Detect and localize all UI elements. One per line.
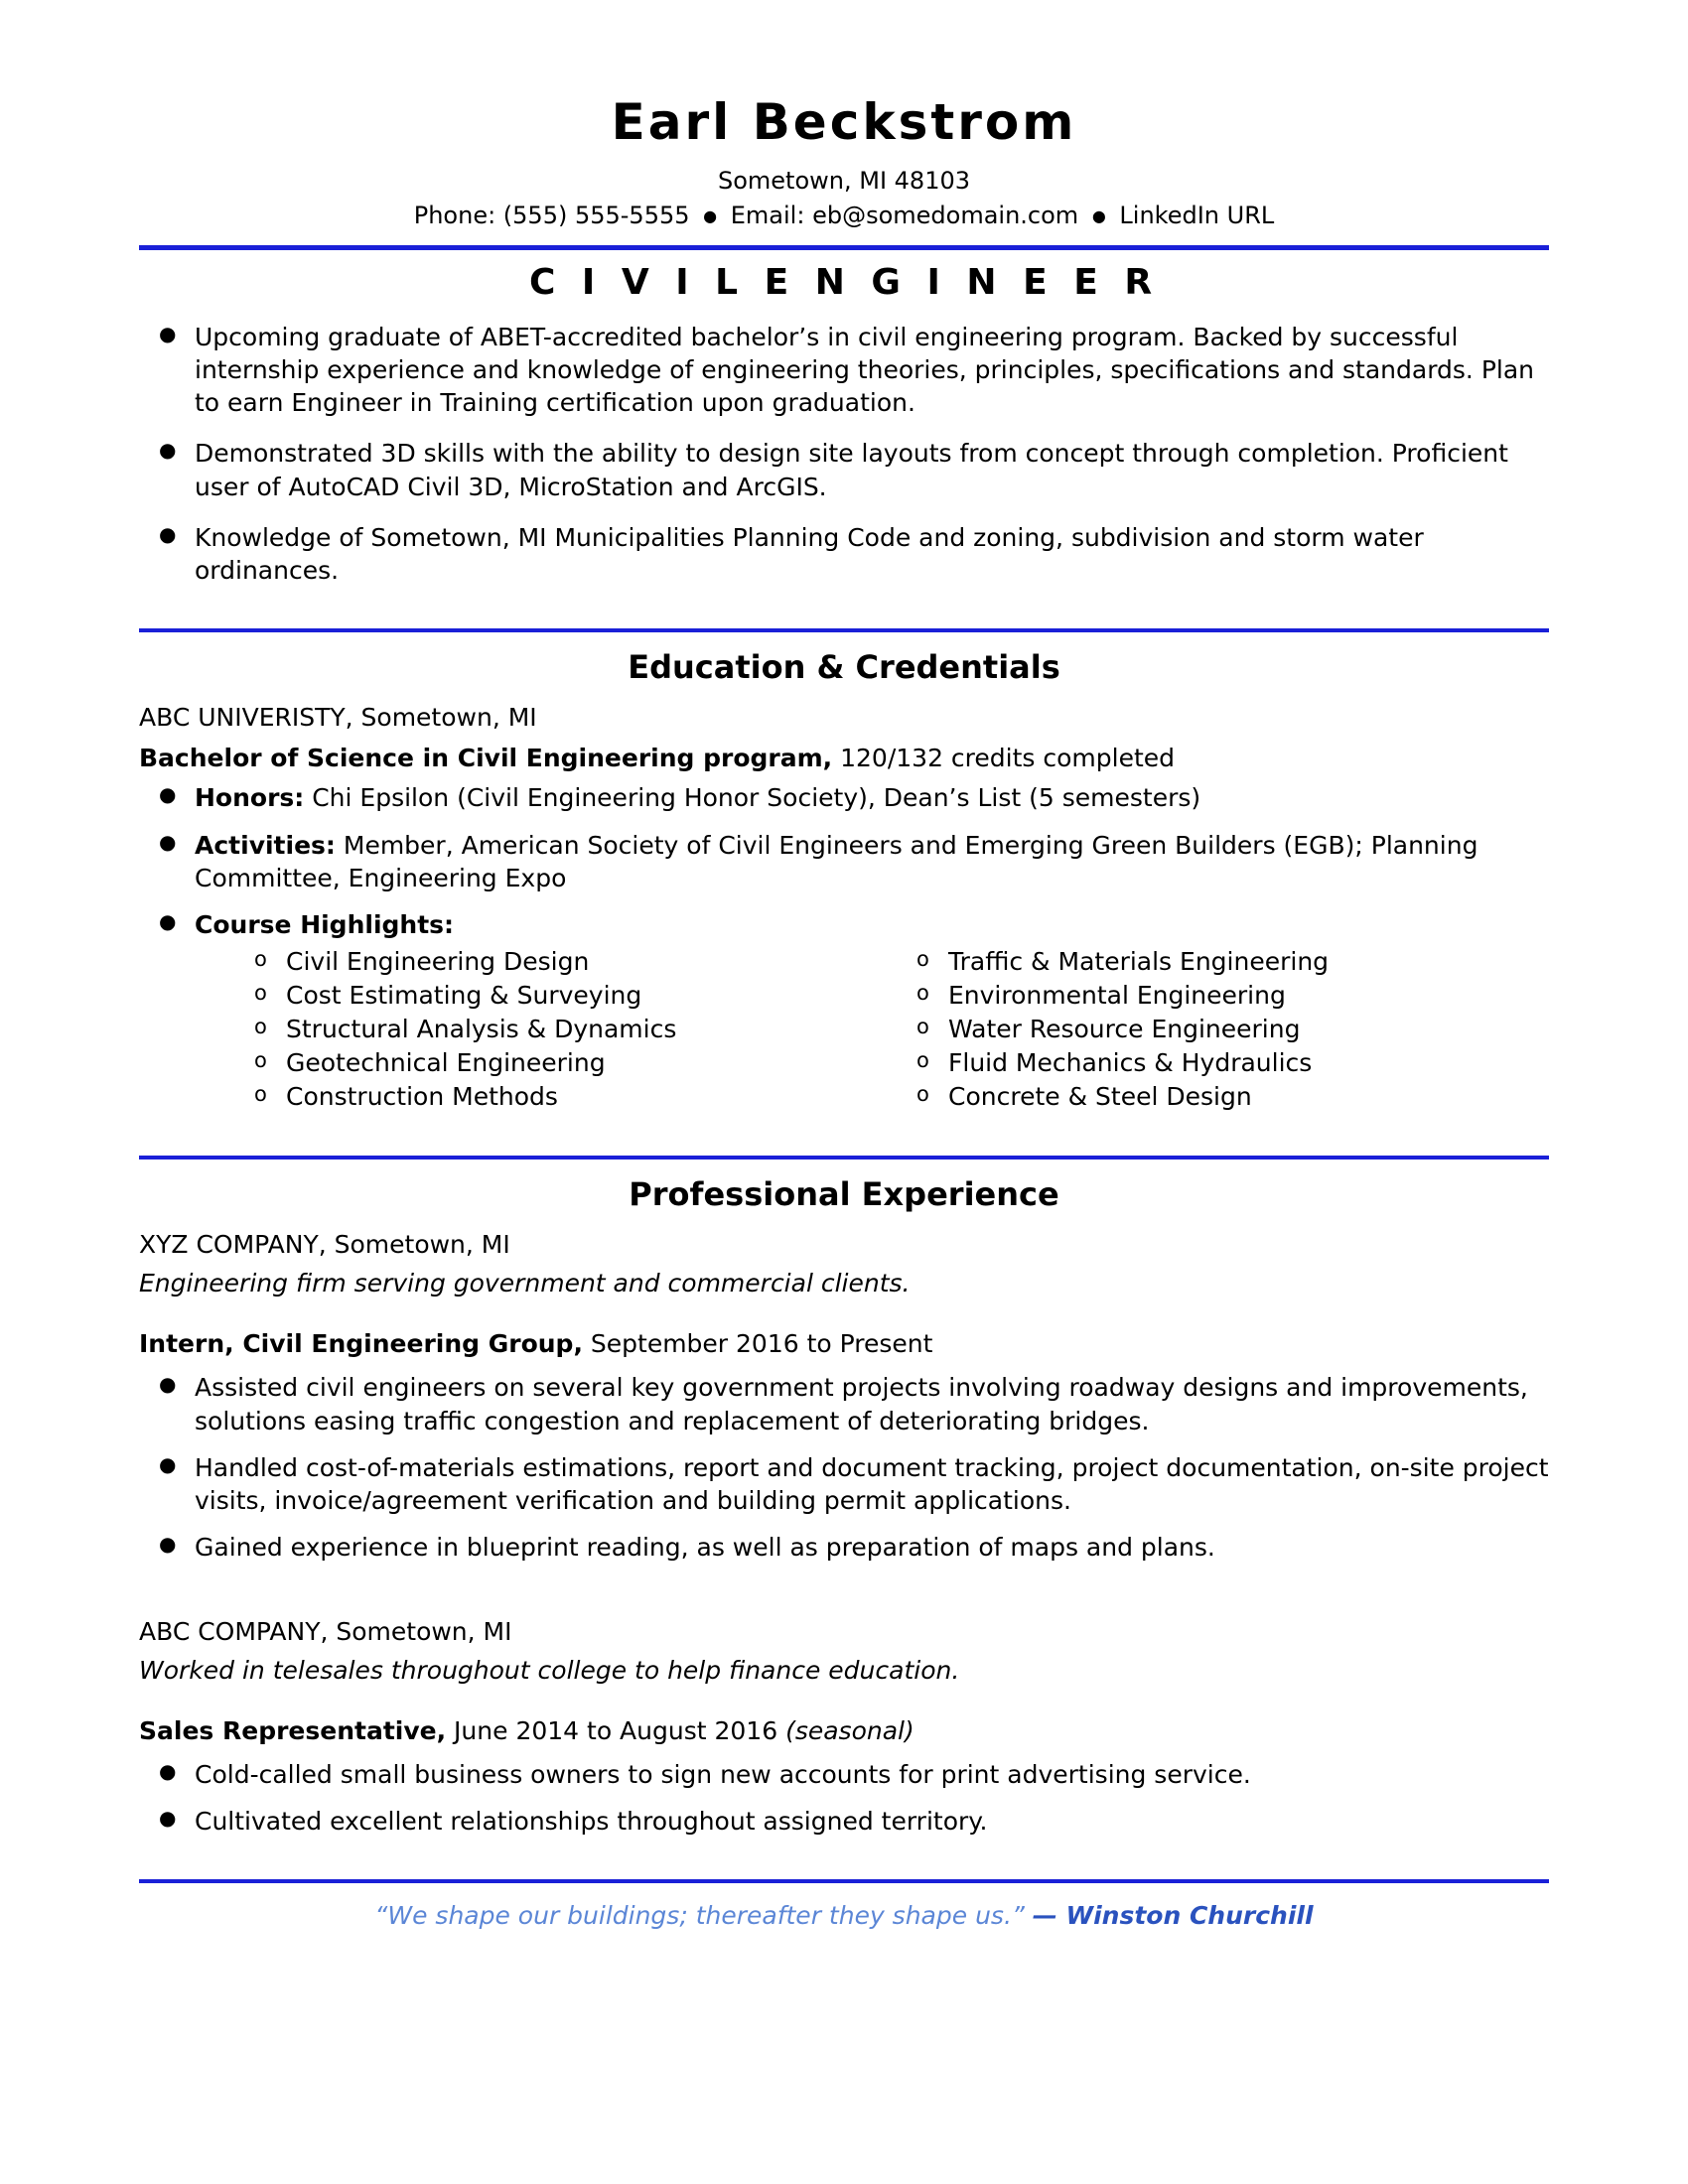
list-item: o Civil Engineering Design bbox=[224, 945, 887, 979]
resume-header bbox=[139, 95, 1549, 233]
employer-description: Engineering firm serving government and commercial clients. bbox=[139, 1269, 911, 1298]
target-job-title: C I V I L E N G I N E E R bbox=[528, 261, 1160, 303]
education-school: ABC UNIVERISTY, Sometown, MI bbox=[139, 703, 537, 733]
list-item: o Geotechnical Engineering bbox=[224, 1046, 887, 1080]
list-item: o Traffic & Materials Engineering bbox=[887, 945, 1549, 979]
job-dates: September 2016 to Present bbox=[582, 1329, 933, 1359]
list-item-activities bbox=[139, 829, 1549, 895]
employer-description: Worked in telesales throughout college to help finance education. bbox=[139, 1655, 960, 1685]
list-item: ● Cold-called small business owners to sign new accounts for print advertising service. bbox=[139, 1758, 1549, 1791]
employer-name: XYZ COMPANY, Sometown, MI bbox=[139, 1230, 510, 1260]
list-item: o Concrete & Steel Design bbox=[887, 1080, 1549, 1114]
job-role-title: Intern, Civil Engineering Group, bbox=[139, 1329, 583, 1359]
job-role-line bbox=[139, 1326, 1549, 1361]
list-item: o Environmental Engineering bbox=[887, 979, 1549, 1013]
job-role-title: Sales Representative, bbox=[139, 1715, 447, 1745]
course-list-right bbox=[887, 945, 1549, 1114]
list-item: o Fluid Mechanics & Hydraulics bbox=[887, 1046, 1549, 1080]
contact-details bbox=[139, 199, 1549, 233]
divider-rule bbox=[139, 628, 1549, 632]
course-columns bbox=[195, 945, 1549, 1114]
honors-label: Honors: bbox=[195, 783, 305, 813]
footer-quote bbox=[139, 1901, 1549, 1930]
linkedin-link[interactable]: LinkedIn URL bbox=[1119, 201, 1275, 229]
list-item: ● Assisted civil engineers on several key government projects involving roadway designs and improvements, solutions easing traffic congestion and replacement of deteriorating bridges. bbox=[139, 1371, 1549, 1437]
candidate-name: Earl Beckstrom bbox=[611, 93, 1077, 151]
list-item: o Construction Methods bbox=[224, 1080, 887, 1114]
quote-text: “We shape our buildings; thereafter they shape us.” bbox=[374, 1901, 1033, 1931]
bullet-separator-icon: ● bbox=[703, 206, 718, 226]
section-spacer bbox=[139, 1578, 1549, 1604]
list-item-honors bbox=[139, 781, 1549, 814]
email-text: Email: eb@somedomain.com bbox=[730, 201, 1079, 229]
list-item: ● Cultivated excellent relationships throughout assigned territory. bbox=[139, 1805, 1549, 1838]
list-item-courses bbox=[139, 908, 1549, 1114]
bullet-separator-icon: ● bbox=[1091, 206, 1106, 226]
job-bullet-list bbox=[139, 1371, 1549, 1564]
list-item: o Cost Estimating & Surveying bbox=[224, 979, 887, 1013]
experience-entry bbox=[139, 1227, 1549, 1564]
section-title-experience: Professional Experience bbox=[629, 1175, 1059, 1214]
course-column-left bbox=[224, 945, 887, 1114]
phone-text: Phone: (555) 555-5555 bbox=[413, 201, 690, 229]
activities-text: Member, American Society of Civil Engineers and Emerging Green Builders (EGB); Planning Committee, Engineering Expo bbox=[195, 830, 1478, 892]
education-detail-list bbox=[139, 781, 1549, 1114]
list-item: ● Gained experience in blueprint reading, as well as preparation of maps and plans. bbox=[139, 1531, 1549, 1564]
experience-entry bbox=[139, 1614, 1549, 1839]
quote-attribution: — Winston Churchill bbox=[1032, 1901, 1314, 1931]
job-bullet-list bbox=[139, 1758, 1549, 1839]
list-item: ● Demonstrated 3D skills with the ability to design site layouts from concept through completion. Proficient user of AutoCAD Civil 3D, MicroStation and ArcGIS. bbox=[139, 437, 1549, 503]
list-item: o Water Resource Engineering bbox=[887, 1013, 1549, 1046]
education-credits: 120/132 credits completed bbox=[832, 744, 1176, 773]
list-item: ● Handled cost-of-materials estimations, report and document tracking, project documentation, on-site project visits, invoice/agreement verification and building permit applications. bbox=[139, 1451, 1549, 1518]
course-highlights-label: Course Highlights: bbox=[195, 910, 455, 940]
course-column-right bbox=[887, 945, 1549, 1114]
summary-list bbox=[139, 321, 1549, 588]
list-item: ● Knowledge of Sometown, MI Municipalities Planning Code and zoning, subdivision and storm water ordinances. bbox=[139, 521, 1549, 588]
education-degree-name: Bachelor of Science in Civil Engineering program, bbox=[139, 744, 833, 773]
education-degree bbox=[139, 741, 1549, 775]
divider-rule bbox=[139, 245, 1549, 250]
honors-text: Chi Epsilon (Civil Engineering Honor Society), Dean’s List (5 semesters) bbox=[304, 783, 1201, 813]
course-list-left bbox=[224, 945, 887, 1114]
employer-name: ABC COMPANY, Sometown, MI bbox=[139, 1616, 512, 1646]
candidate-location: Sometown, MI 48103 bbox=[717, 167, 970, 195]
list-item: ● Upcoming graduate of ABET-accredited bachelor’s in civil engineering program. Backed by successful internship experience and knowledge of engineering theories, principles, specifications and standards. Plan to earn Engineer in Training certification upon graduation. bbox=[139, 321, 1549, 420]
job-role-line bbox=[139, 1713, 1549, 1748]
activities-label: Activities: bbox=[195, 830, 336, 860]
section-title-education: Education & Credentials bbox=[628, 648, 1060, 687]
divider-rule bbox=[139, 1156, 1549, 1160]
divider-rule bbox=[139, 1879, 1549, 1883]
job-dates-note: (seasonal) bbox=[785, 1715, 914, 1745]
job-dates: June 2014 to August 2016 bbox=[446, 1715, 786, 1745]
list-item: o Structural Analysis & Dynamics bbox=[224, 1013, 887, 1046]
